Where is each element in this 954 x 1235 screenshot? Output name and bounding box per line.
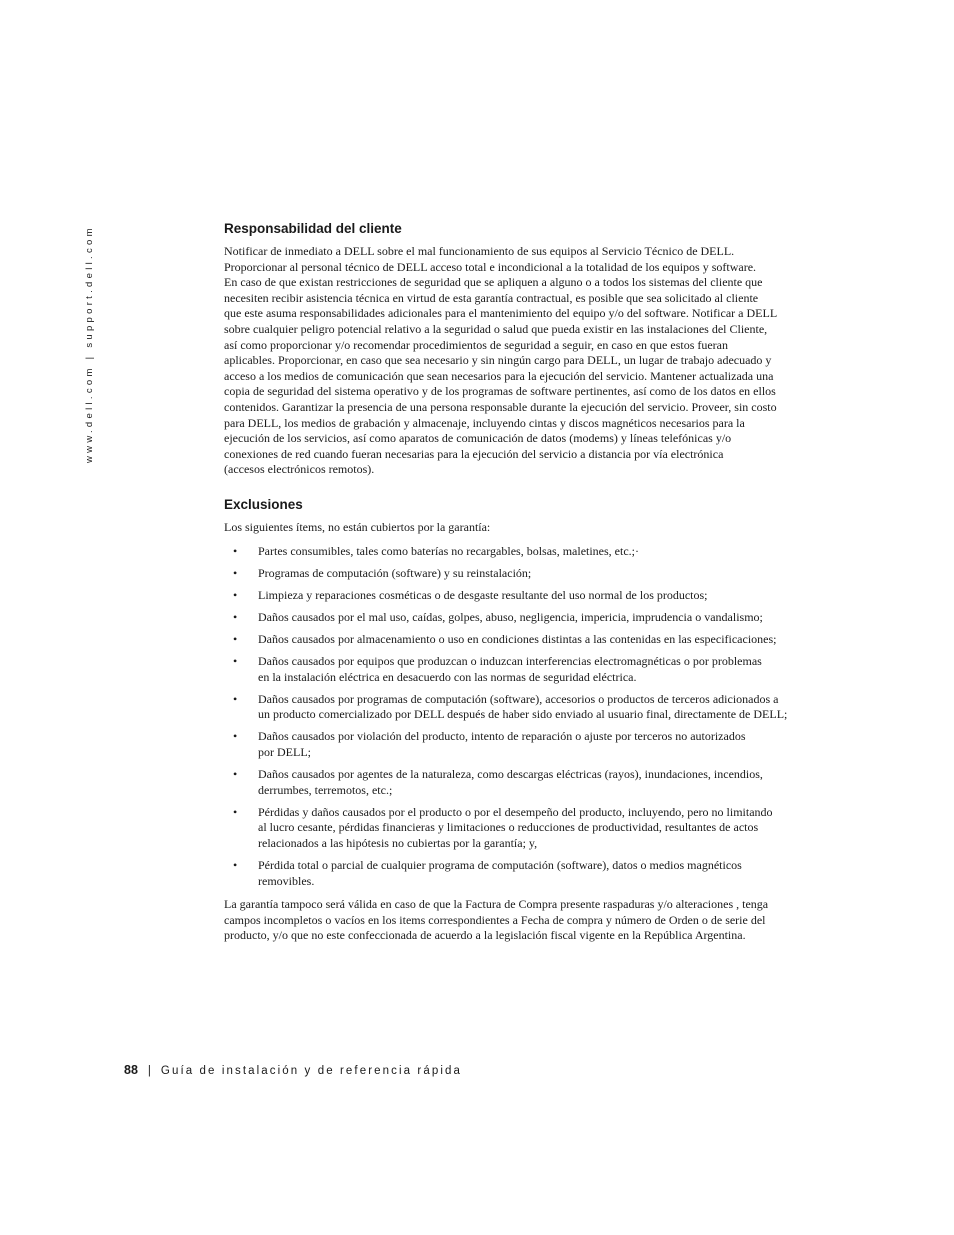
bullet-icon: • [233,767,238,782]
list-item-text: Daños causados por el mal uso, caídas, golpes, abuso, negligencia, impericia, imprudencia o vandalismo; [258,609,763,624]
bullet-icon: • [233,543,238,558]
section-exclusiones [224,495,816,944]
list-item [224,729,816,760]
list-item-text: Partes consumibles, tales como baterías no recargables, bolsas, maletines, etc.;· [258,543,639,558]
exclusions-intro: Los siguientes ítems, no están cubiertos por la garantía: [224,519,491,534]
bullet-icon: • [233,631,238,646]
bullet-icon: • [233,609,238,624]
list-item [224,767,816,798]
bullet-icon: • [233,858,238,872]
list-item-text: Daños causados por almacenamiento o uso en condiciones distintas a las contenidas en las especificaciones; [258,631,777,646]
list-item [224,544,816,560]
bullet-icon: • [233,729,238,744]
list-item [224,588,816,604]
list-item [224,692,816,723]
list-item [224,566,816,582]
list-item-text: Limpieza y reparaciones cosméticas o de desgaste resultante del uso normal de los productos; [258,587,708,602]
list-item-text: Pérdida total o parcial de cualquier programa de computación (software), datos o medios magnéticos removibles. [258,858,742,888]
section-responsabilidad [224,219,816,478]
list-item-text: Daños causados por programas de computación (software), accesorios o productos de terceros adicionados a un producto comercializado por DELL después de haber sido enviado al usuario final, directamente de DELL; [258,691,788,722]
bullet-icon: • [233,804,238,819]
exclusions-list [224,544,816,890]
page-number: 88 [124,1063,138,1077]
list-item [224,632,816,648]
side-url: www.dell.com | support.dell.com [84,225,95,463]
section-heading-exclusiones: Exclusiones [224,496,303,512]
bullet-icon: • [233,691,238,706]
list-item-text: Daños causados por equipos que produzcan o induzcan interferencias electromagnéticas o por problemas en la instalación eléctrica en desacuerdo con las normas de seguridad eléctrica. [258,653,762,684]
section-heading-responsabilidad: Responsabilidad del cliente [224,221,402,236]
list-item [224,654,816,685]
list-item-text: Daños causados por agentes de la naturaleza, como descargas eléctricas (rayos), inundaciones, incendios, derrumbes, terremotos, etc.; [258,767,763,797]
section-body-responsabilidad: Notificar de inmediato a DELL sobre el mal funcionamiento de sus equipos al Servicio Técnico de DELL. Proporcionar al personal técnico de DELL acceso total e incondicional a la totalidad de los equipos y software. En caso de que existan restricciones de seguridad que se apliquen a alguno o a todos los sistemas del cliente que necesiten recibir asistencia técnica en virtud de esta garantía contractual, es posible que sea solicitado al cliente que este asuma responsabilidades adicionales para el mantenimiento del equipo y/o del software. Notificar a DELL sobre cualquier peligro potencial relativo a la seguridad o salud que pueda existir en las instalaciones del Cliente, así como proporcionar y/o recomendar procedimientos de seguridad a seguir, en caso en que estos fueran aplicables. Proporcionar, en caso que sea necesario y sin ningún cargo para DELL, un lugar de trabajo adecuado y acceso a los medios de comunicación que sean necesarios para la ejecución del servicio. Mantener actualizada una copia de seguridad del sistema operativo y de los programas de software pertinentes, así como de los datos en ellos contenidos. Garantizar la presencia de una persona responsable durante la ejecución del servicio. Proveer, sin costo para DELL, los medios de grabación y almacenaje, incluyendo cintas y discos magnéticos necesarios para la ejecución de los servicios, así como aparatos de comunicación de datos (modems) y líneas telefónicas y/o conexiones de red cuando fueran necesarias para la ejecución del servicio a distancia por vía electrónica (accesos electrónicos remotos). [224,244,778,477]
list-item [224,858,816,889]
list-item-text: Pérdidas y daños causados por el producto o por el desempeño del producto, incluyendo, pero no limitando al lucro cesante, pérdidas financieras y limitaciones o reducciones de productividad, resultantes de actos relacionados a las hipótesis no cubiertas por la garantía; y, [258,804,773,850]
list-item [224,805,816,852]
guide-title: Guía de instalación y de referencia rápida [160,1065,462,1077]
list-item [224,610,816,626]
footer-separator: | [147,1065,151,1077]
bullet-icon: • [233,565,238,580]
list-item-text: Programas de computación (software) y su reinstalación; [258,565,532,580]
bullet-icon: • [233,587,238,602]
page-content [224,219,816,944]
page-footer [124,1062,462,1079]
list-item-text: Daños causados por violación del producto, intento de reparación o ajuste por terceros no autorizados por DELL; [258,729,746,759]
exclusions-closing: La garantía tampoco será válida en caso de que la Factura de Compra presente raspaduras y/o alteraciones , tenga campos incompletos o vacíos en los items correspondientes a Fecha de compra y número de Orden o de serie del producto, y/o que no este confeccionada de acuerdo a la legislación fiscal vigente en la República Argentina. [224,897,769,943]
bullet-icon: • [233,653,238,668]
